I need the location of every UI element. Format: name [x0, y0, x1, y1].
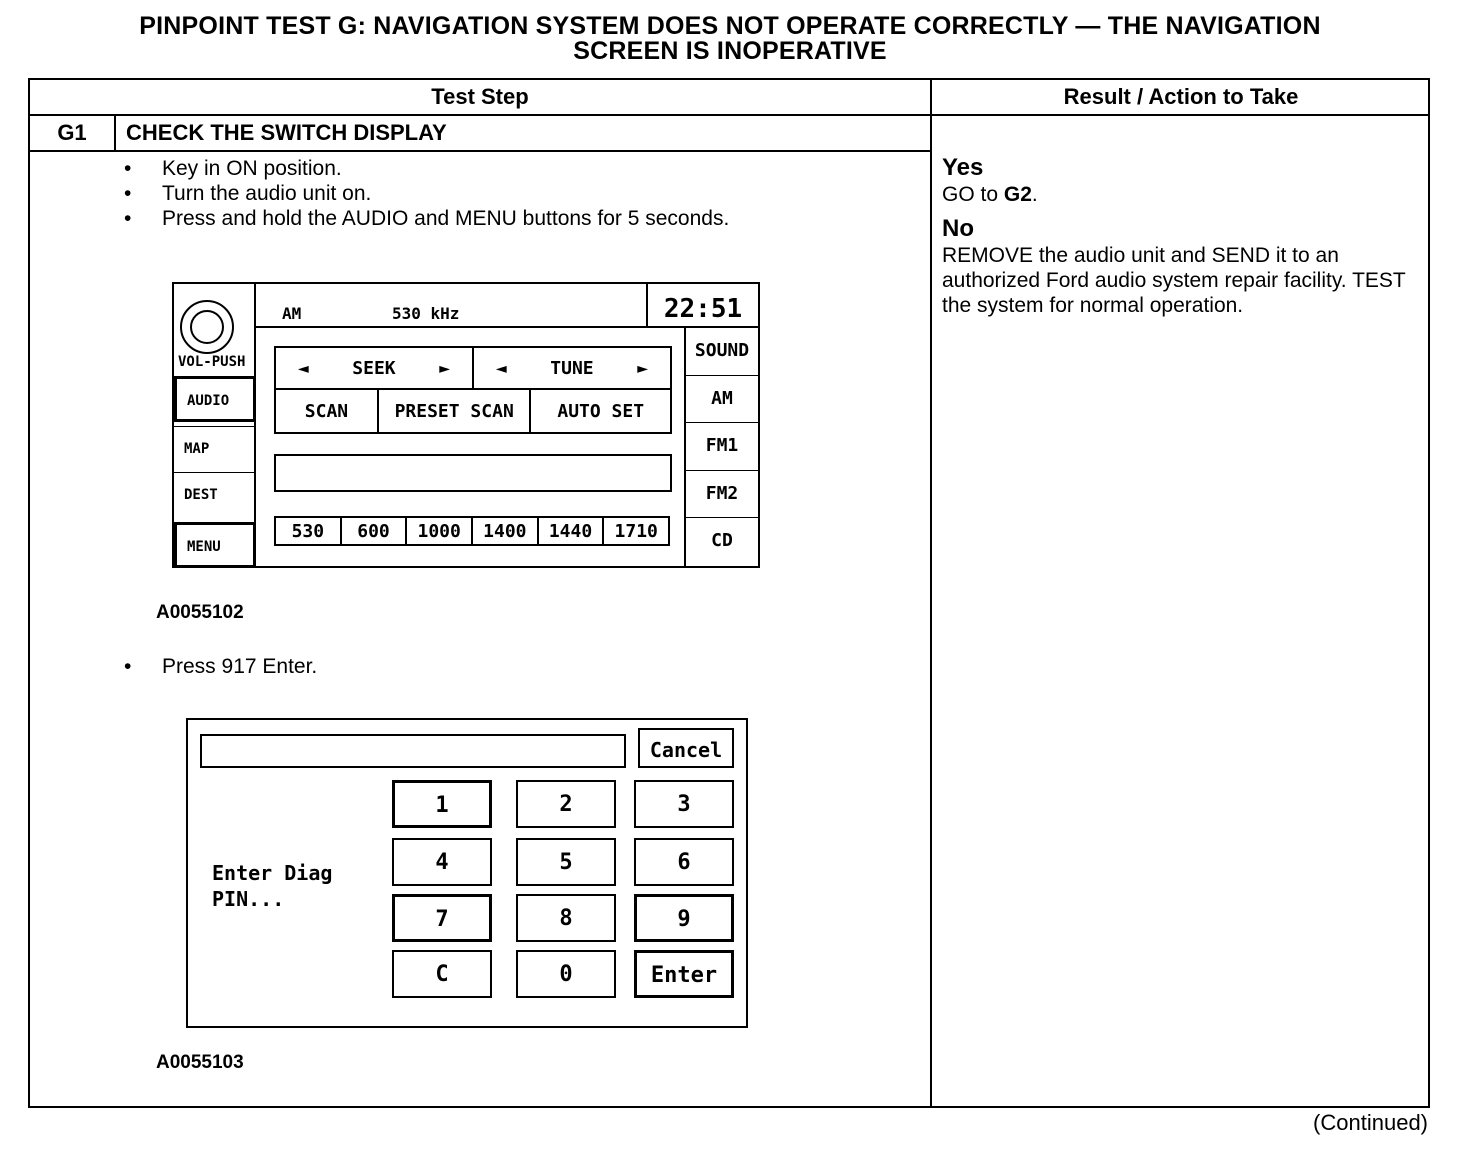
key-9: 9 [634, 894, 734, 942]
audio-button: AUDIO [174, 376, 256, 422]
key-8: 8 [516, 894, 616, 942]
scan-row [274, 390, 672, 434]
figure-id-keypad: A0055103 [156, 1052, 244, 1073]
key-1: 1 [392, 780, 492, 828]
page-title [30, 14, 1430, 64]
instruction-text: Key in ON position. [162, 157, 342, 180]
enter-diag-pin-prompt [212, 860, 332, 912]
prompt-line-1: Enter Diag [212, 861, 333, 885]
column-divider [930, 80, 932, 1106]
seek-control [276, 348, 472, 388]
step-title: CHECK THE SWITCH DISPLAY [126, 120, 447, 145]
result-no-label: No [942, 215, 974, 242]
audio-unit-figure [172, 282, 760, 568]
arrow-right-icon: ► [439, 357, 451, 379]
instruction-item [124, 654, 317, 679]
key-4: 4 [392, 838, 492, 886]
instruction-text: Press 917 Enter. [162, 655, 318, 678]
key-enter: Enter [634, 950, 734, 998]
cd-button: CD [711, 530, 733, 552]
continued-label: (Continued) [1313, 1110, 1428, 1135]
instruction-item [124, 206, 729, 231]
diag-pin-keypad-figure [186, 718, 748, 1028]
result-yes-action: GO to [942, 183, 1004, 206]
step-instructions-2 [124, 654, 317, 679]
radio-status-bar [256, 284, 646, 328]
preset-button: 1000 [405, 518, 471, 544]
seek-tune-row [274, 346, 672, 390]
bullet-icon: • [124, 157, 132, 180]
scan-button: SCAN [304, 400, 349, 422]
vol-push-label: VOL-PUSH [178, 354, 246, 370]
frequency-label: 530 kHz [392, 304, 460, 323]
step-id-divider [114, 116, 116, 150]
preset-button: 1440 [537, 518, 603, 544]
title-line-2: SCREEN IS INOPERATIVE [573, 37, 887, 65]
fm2-button: FM2 [686, 471, 758, 519]
radio-text-display [274, 454, 672, 492]
step-instructions [124, 156, 729, 231]
arrow-left-icon: ◄ [297, 357, 309, 379]
result-no-text: REMOVE the audio unit and SEND it to an authorized Ford audio system repair facility. TEST the system for normal operation. [942, 244, 1406, 317]
preset-scan-button: PRESET SCAN [377, 390, 529, 432]
bullet-icon: • [124, 182, 132, 205]
fm1-button: FM1 [686, 423, 758, 471]
tune-label: TUNE [550, 357, 594, 379]
step-id: G1 [57, 120, 87, 145]
bullet-icon: • [124, 207, 132, 230]
result-column [942, 154, 1412, 318]
seek-label: SEEK [352, 357, 396, 379]
preset-button: 1710 [602, 518, 668, 544]
header-divider [30, 114, 1428, 116]
instruction-item [124, 156, 729, 181]
instruction-text: Press and hold the AUDIO and MENU buttons for 5 seconds. [162, 207, 730, 230]
key-5: 5 [516, 838, 616, 886]
key-7: 7 [392, 894, 492, 942]
band-label: AM [282, 304, 302, 323]
menu-button: MENU [174, 522, 256, 568]
instruction-text: Turn the audio unit on. [162, 182, 372, 205]
dest-button: DEST [174, 472, 256, 518]
auto-set-button: AUTO SET [529, 390, 670, 432]
figure-id-radio: A0055102 [156, 602, 244, 623]
key-0: 0 [516, 950, 616, 998]
pin-entry-field [200, 734, 626, 768]
result-yes-label: Yes [942, 154, 984, 181]
map-button: MAP [174, 426, 256, 472]
result-yes-period: . [1031, 183, 1038, 206]
preset-button: 600 [340, 518, 406, 544]
am-button: AM [686, 376, 758, 424]
arrow-right-icon: ► [637, 357, 649, 379]
instruction-item [124, 181, 729, 206]
preset-button: 1400 [471, 518, 537, 544]
left-button-column [174, 284, 256, 566]
preset-row [274, 516, 670, 546]
title-line-1: PINPOINT TEST G: NAVIGATION SYSTEM DOES NOT OPERATE CORRECTLY — THE NAVIGATION [139, 12, 1321, 40]
key-3: 3 [634, 780, 734, 828]
prompt-line-2: PIN... [212, 887, 285, 911]
header-result: Result / Action to Take [1063, 84, 1299, 109]
clock-display: 22:51 [646, 284, 758, 328]
key-6: 6 [634, 838, 734, 886]
result-yes-text [942, 182, 1412, 207]
cancel-button: Cancel [638, 728, 734, 768]
preset-button: 530 [291, 520, 325, 542]
result-yes-target: G2 [1003, 183, 1032, 206]
tune-control [472, 348, 670, 388]
key-c: C [392, 950, 492, 998]
bullet-icon: • [124, 655, 132, 678]
right-button-column [684, 328, 758, 566]
sound-button: SOUND [686, 328, 758, 376]
volume-knob-icon [180, 300, 234, 354]
arrow-left-icon: ◄ [495, 357, 507, 379]
step-title-divider [30, 150, 930, 152]
header-test-step: Test Step [431, 84, 529, 109]
key-2: 2 [516, 780, 616, 828]
